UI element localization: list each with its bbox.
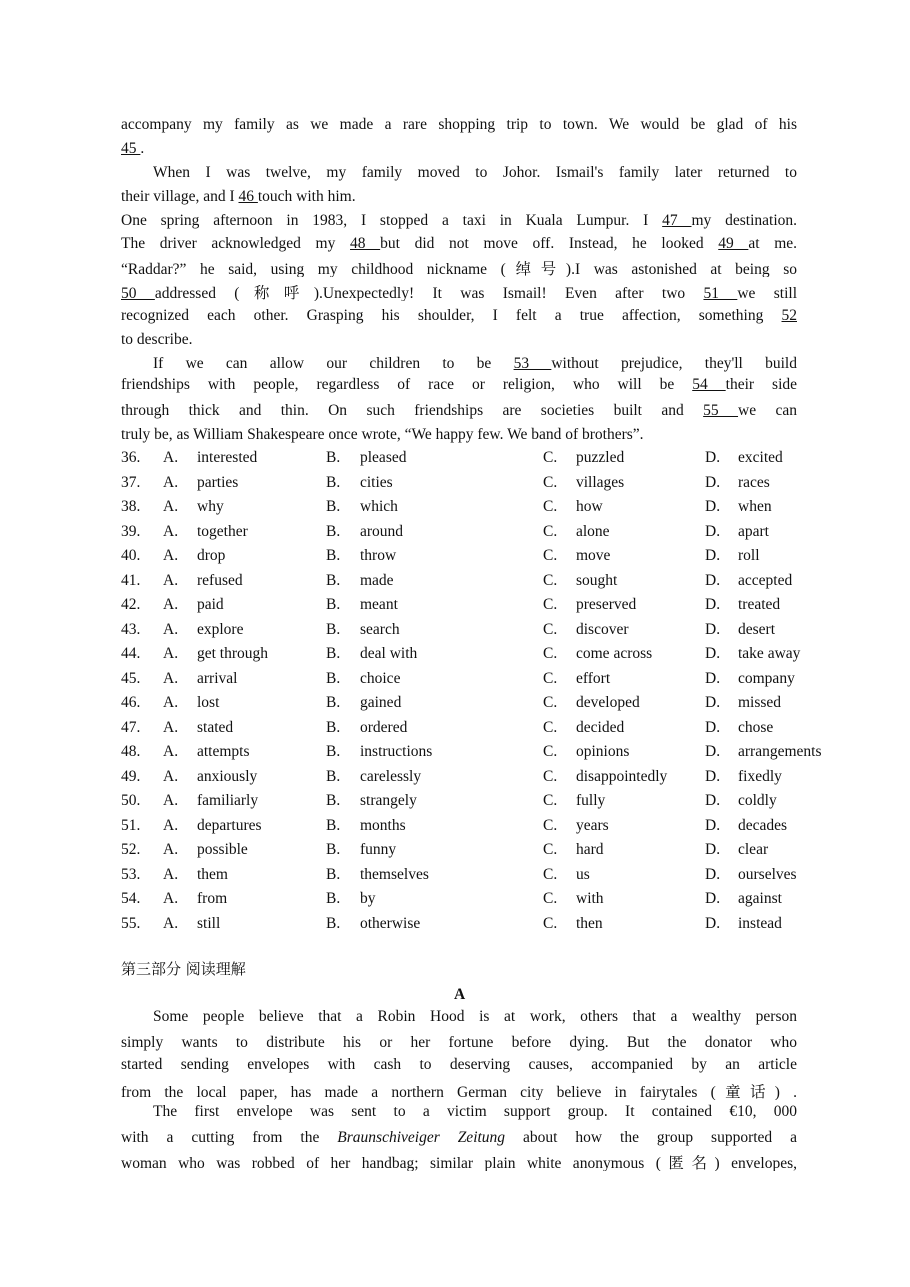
text-line [153, 1103, 797, 1123]
question-number: 38. [121, 498, 141, 515]
option-b: around [360, 522, 404, 540]
text-line [153, 1008, 797, 1028]
text-line [121, 331, 797, 349]
option-letter: A. [163, 473, 179, 491]
text-segment: woman who was robbed of her handbag; similar plain white anonymous (匿名) envelopes, [121, 1155, 797, 1171]
option-letter: D. [705, 816, 721, 834]
option-letter: C. [543, 841, 558, 858]
option-letter: D. [705, 547, 721, 564]
question-number: 41. [121, 571, 141, 589]
option-letter: D. [705, 596, 721, 613]
question-number: 52. [121, 841, 141, 858]
option-letter: D. [705, 645, 721, 662]
option-letter: B. [326, 743, 341, 760]
option-c: decided [576, 718, 625, 736]
question-number: 39. [121, 522, 141, 540]
option-letter: C. [543, 547, 558, 564]
option-letter: A. [163, 718, 179, 736]
option-a: them [197, 865, 228, 883]
text-segment: . [140, 140, 145, 157]
option-c: effort [576, 669, 611, 687]
question-number: 53. [121, 865, 141, 883]
option-b: strangely [360, 792, 417, 809]
answer-blank: 46 [238, 188, 258, 205]
option-b: ordered [360, 718, 408, 736]
option-c: discover [576, 620, 629, 638]
text-segment: we can [738, 402, 797, 419]
option-d: decades [738, 816, 788, 834]
option-letter: D. [705, 669, 721, 687]
option-d: arrangements [738, 743, 822, 760]
option-a: stated [197, 718, 234, 736]
text-segment: their side [725, 376, 797, 393]
option-letter: D. [705, 620, 721, 638]
text-segment: without prejudice, they'll build [551, 355, 797, 372]
option-a: possible [197, 841, 248, 858]
text-line [121, 212, 797, 232]
option-b: months [360, 816, 406, 834]
option-letter: A. [163, 816, 179, 834]
option-letter: B. [326, 498, 341, 515]
text-line [121, 1080, 797, 1100]
option-d: take away [738, 645, 801, 662]
question-number: 50. [121, 792, 141, 809]
option-letter: A. [163, 865, 179, 883]
text-line [121, 188, 797, 206]
option-letter: B. [326, 816, 341, 834]
text-segment: Braunschiveiger Zeitung [337, 1129, 506, 1146]
option-letter: D. [705, 571, 721, 589]
option-b: otherwise [360, 914, 421, 932]
option-c: hard [576, 841, 604, 858]
option-letter: C. [543, 890, 558, 907]
option-letter: B. [326, 571, 341, 589]
option-letter: A. [163, 645, 179, 662]
option-letter: D. [705, 694, 721, 711]
option-d: instead [738, 914, 782, 932]
option-letter: A. [163, 841, 179, 858]
option-d: desert [738, 620, 776, 638]
option-letter: C. [543, 767, 558, 785]
option-d: roll [738, 547, 760, 564]
option-letter: D. [705, 522, 721, 540]
option-c: villages [576, 473, 625, 491]
option-letter: C. [543, 669, 558, 687]
answer-blank: 50 [121, 285, 155, 301]
text-line [121, 1034, 797, 1054]
option-a: parties [197, 473, 239, 491]
option-c: sought [576, 571, 618, 589]
question-number: 40. [121, 547, 141, 564]
option-a: familiarly [197, 792, 259, 809]
option-c: puzzled [576, 449, 625, 466]
option-letter: C. [543, 816, 558, 834]
text-segment: with a cutting from the [121, 1129, 338, 1146]
text-segment: simply wants to distribute his or her fortune before dying. But the donator who [121, 1034, 797, 1051]
option-letter: B. [326, 792, 341, 809]
option-letter: B. [326, 694, 341, 711]
text-segment: we still [737, 285, 797, 301]
option-letter: A. [163, 571, 179, 589]
option-letter: A. [163, 669, 179, 687]
option-letter: B. [326, 890, 341, 907]
option-letter: D. [705, 498, 721, 515]
section-heading: 第三部分 阅读理解 [121, 960, 246, 978]
option-d: clear [738, 841, 769, 858]
text-segment: When I was twelve, my family moved to Johor. Ismail's family later returned to [153, 164, 797, 181]
option-letter: C. [543, 865, 558, 883]
text-line [121, 1129, 797, 1149]
option-b: gained [360, 694, 402, 711]
option-letter: A. [163, 498, 179, 515]
option-a: refused [197, 571, 243, 589]
option-letter: C. [543, 914, 558, 932]
text-segment: through thick and thin. On such friendships are societies built and [121, 402, 704, 419]
option-letter: B. [326, 645, 341, 662]
option-letter: B. [326, 767, 341, 785]
option-letter: C. [543, 743, 558, 760]
option-b: choice [360, 669, 401, 687]
option-a: lost [197, 694, 220, 711]
option-b: pleased [360, 449, 407, 466]
text-segment: “Raddar?” he said, using my childhood nickname (绰号).I was astonished at being so [121, 261, 797, 277]
option-letter: D. [705, 449, 721, 466]
option-a: anxiously [197, 767, 258, 785]
answer-blank: 53 [513, 355, 552, 372]
text-segment: to describe. [121, 331, 193, 348]
option-letter: B. [326, 914, 341, 932]
text-segment: If we can allow our children to be [153, 355, 514, 372]
option-b: by [360, 890, 376, 907]
option-d: accepted [738, 571, 793, 589]
option-letter: B. [326, 522, 341, 540]
option-a: from [197, 890, 228, 907]
answer-blank: 51 [703, 285, 738, 301]
text-segment: recognized each other. Grasping his shoulder, I felt a true affection, something [121, 307, 782, 324]
option-letter: B. [326, 718, 341, 736]
option-a: interested [197, 449, 258, 466]
text-segment: started sending envelopes with cash to deserving causes, accompanied by an article [121, 1056, 797, 1073]
option-letter: D. [705, 865, 721, 883]
option-c: move [576, 547, 611, 564]
option-letter: C. [543, 571, 558, 589]
text-segment: from the local paper, has made a northern German city believe in fairytales (童话) . [121, 1084, 797, 1100]
text-segment: Some people believe that a Robin Hood is at work, others that a wealthy person [153, 1008, 797, 1025]
option-c: then [576, 914, 603, 932]
option-b: cities [360, 473, 393, 491]
option-letter: A. [163, 890, 179, 907]
option-letter: D. [705, 841, 721, 858]
option-letter: A. [163, 620, 179, 638]
question-number: 36. [121, 449, 141, 466]
option-letter: A. [163, 449, 179, 466]
option-letter: C. [543, 522, 558, 540]
answer-blank: 48 [350, 235, 381, 252]
option-letter: A. [163, 596, 179, 613]
text-segment: addressed (称呼).Unexpectedly! It was Ismail! Even after two [154, 285, 704, 301]
text-segment: their village, and I [121, 188, 239, 205]
option-c: developed [576, 694, 640, 711]
text-line [121, 1151, 797, 1171]
option-c: disappointedly [576, 767, 668, 785]
option-a: together [197, 522, 248, 540]
option-d: ourselves [738, 865, 797, 883]
option-b: instructions [360, 743, 433, 760]
option-letter: D. [705, 792, 721, 809]
option-c: come across [576, 645, 653, 662]
option-d: missed [738, 694, 782, 711]
question-number: 43. [121, 620, 141, 638]
answer-blank: 49 [718, 235, 749, 252]
option-d: treated [738, 596, 781, 613]
text-line [153, 355, 797, 375]
option-letter: B. [326, 449, 341, 466]
option-d: fixedly [738, 767, 782, 785]
text-line [153, 164, 797, 184]
option-d: excited [738, 449, 783, 466]
option-b: carelessly [360, 767, 422, 785]
option-b: themselves [360, 865, 429, 883]
option-a: attempts [197, 743, 250, 760]
option-letter: A. [163, 547, 179, 564]
option-letter: A. [163, 767, 179, 785]
option-letter: D. [705, 890, 721, 907]
option-letter: C. [543, 718, 558, 736]
question-number: 42. [121, 596, 141, 613]
option-b: which [360, 498, 398, 515]
option-b: search [360, 620, 400, 638]
text-line [121, 307, 797, 327]
option-letter: B. [326, 547, 341, 564]
option-b: made [360, 571, 394, 589]
option-d: against [738, 890, 782, 907]
option-letter: C. [543, 449, 558, 466]
question-number: 48. [121, 743, 141, 760]
option-d: chose [738, 718, 774, 736]
text-segment: at me. [748, 235, 797, 252]
text-line [121, 1056, 797, 1076]
option-a: why [197, 498, 224, 515]
option-letter: C. [543, 645, 558, 662]
option-d: when [738, 498, 772, 515]
option-d: races [738, 473, 770, 491]
option-letter: C. [543, 498, 558, 515]
answer-blank: 52 [781, 307, 797, 324]
question-number: 51. [121, 816, 141, 834]
option-letter: A. [163, 522, 179, 540]
option-a: still [197, 914, 221, 932]
question-number: 37. [121, 473, 141, 491]
question-number: 54. [121, 890, 141, 907]
text-line [121, 116, 797, 136]
option-letter: B. [326, 841, 341, 858]
option-letter: B. [326, 473, 341, 491]
text-line [121, 257, 797, 277]
text-segment: touch with him. [257, 188, 356, 205]
option-c: fully [576, 792, 606, 809]
option-letter: D. [705, 473, 721, 491]
option-letter: A. [163, 694, 179, 711]
text-line [121, 140, 797, 158]
option-b: meant [360, 596, 398, 613]
text-segment: The first envelope was sent to a victim support group. It contained €10, 000 [153, 1103, 797, 1120]
option-letter: C. [543, 473, 558, 491]
text-segment: The driver acknowledged my [121, 235, 350, 252]
option-letter: D. [705, 767, 721, 785]
text-segment: about how the group supported a [523, 1129, 797, 1146]
answer-blank: 55 [703, 402, 739, 419]
option-a: paid [197, 596, 224, 613]
option-b: throw [360, 547, 397, 564]
question-number: 49. [121, 767, 141, 785]
option-letter: D. [705, 743, 721, 760]
text-segment: but did not move off. Instead, he looked [380, 235, 719, 252]
option-letter: C. [543, 596, 558, 613]
text-segment: truly be, as William Shakespeare once wrote, “We happy few. We band of brothers”. [121, 426, 644, 443]
reading-title: A [454, 986, 466, 1003]
option-a: drop [197, 547, 226, 564]
question-number: 47. [121, 718, 141, 736]
text-line [121, 426, 797, 444]
option-c: alone [576, 522, 610, 540]
question-number: 46. [121, 694, 141, 711]
option-b: deal with [360, 645, 418, 662]
text-segment: One spring afternoon in 1983, I stopped a taxi in Kuala Lumpur. I [121, 212, 663, 229]
option-d: coldly [738, 792, 777, 809]
text-segment: friendships with people, regardless of race or religion, who will be [121, 376, 693, 393]
option-letter: A. [163, 914, 179, 932]
option-c: us [576, 865, 590, 883]
option-c: preserved [576, 596, 637, 613]
option-letter: B. [326, 620, 341, 638]
option-a: departures [197, 816, 262, 834]
option-letter: C. [543, 694, 558, 711]
question-number: 44. [121, 645, 141, 662]
text-segment: my destination. [691, 212, 797, 229]
text-segment: accompany my family as we made a rare shopping trip to town. We would be glad of his [121, 116, 797, 133]
option-letter: C. [543, 620, 558, 638]
option-letter: B. [326, 865, 341, 883]
question-number: 55. [121, 914, 141, 932]
question-number: 45. [121, 669, 141, 687]
option-d: apart [738, 522, 769, 540]
option-letter: A. [163, 743, 179, 760]
option-c: years [576, 816, 609, 834]
text-line [121, 376, 797, 396]
text-line [121, 402, 797, 422]
option-letter: C. [543, 792, 558, 809]
option-a: arrival [197, 669, 238, 687]
option-letter: B. [326, 596, 341, 613]
option-c: how [576, 498, 603, 515]
answer-blank: 45 [121, 140, 141, 157]
answer-blank: 54 [692, 376, 726, 393]
option-letter: D. [705, 914, 721, 932]
option-a: get through [197, 645, 269, 662]
option-c: opinions [576, 743, 630, 760]
option-letter: A. [163, 792, 179, 809]
option-c: with [576, 890, 604, 907]
option-a: explore [197, 620, 244, 638]
option-letter: B. [326, 669, 341, 687]
answer-blank: 47 [662, 212, 692, 229]
option-d: company [738, 669, 795, 687]
text-line [121, 281, 797, 301]
text-line [121, 235, 797, 255]
option-letter: D. [705, 718, 721, 736]
option-b: funny [360, 841, 397, 858]
